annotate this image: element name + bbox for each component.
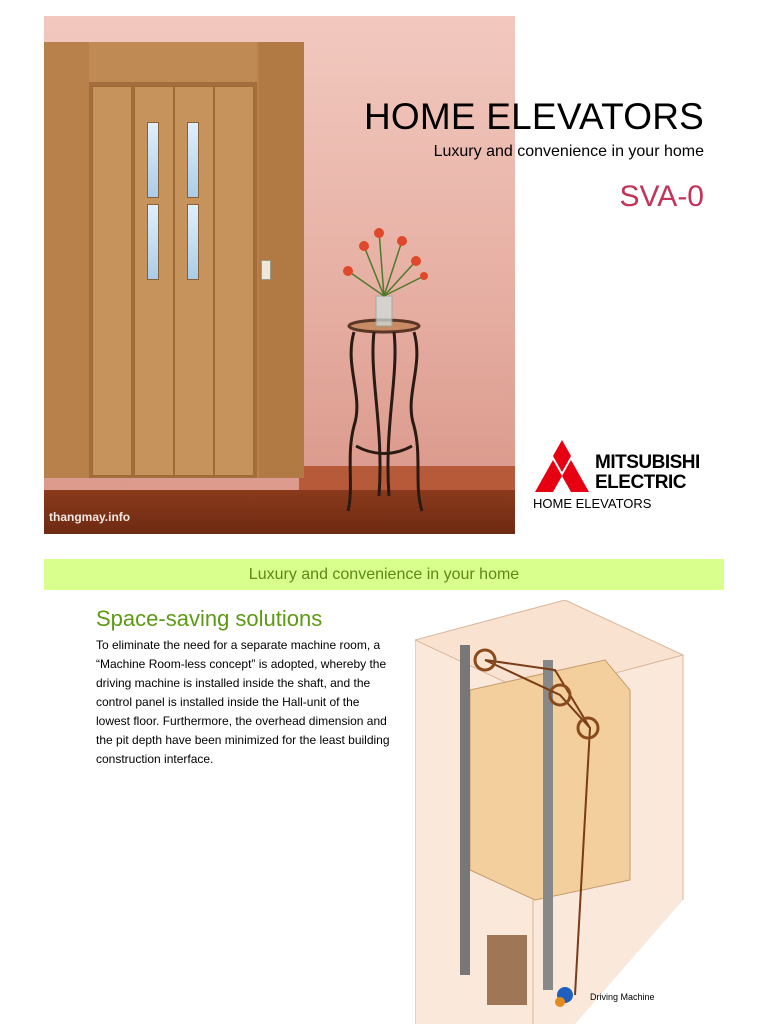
elevator-header — [89, 42, 257, 82]
three-diamonds-icon — [533, 440, 591, 492]
door-window — [187, 204, 199, 280]
door-window — [147, 122, 159, 198]
logo-word-electric: ELECTRIC — [595, 472, 686, 493]
driving-machine-label: Driving Machine — [590, 992, 655, 1002]
page-title: HOME ELEVATORS — [364, 96, 704, 137]
tagline-banner — [44, 559, 724, 590]
page-subtitle: Luxury and convenience in your home — [433, 143, 704, 160]
section-body: To eliminate the need for a separate machine room, a “Machine Room-less concept” is adopted, whereby the driving machine is installed inside the shaft, and the control panel is installed inside the Hall-unit of the lowest floor. Furthermore, the overhead dimension and the pit depth have been minimized for the least building construction interface. — [96, 638, 390, 766]
hero-photo — [44, 16, 515, 534]
watermark: thangmay.info — [49, 510, 131, 524]
door-panel — [92, 86, 132, 476]
call-button — [261, 260, 271, 280]
banner-text: Luxury and convenience in your home — [248, 565, 520, 583]
section-heading: Space-saving solutions — [96, 606, 323, 631]
mitsubishi-logo — [533, 440, 713, 514]
door-window — [147, 204, 159, 280]
door-window — [187, 122, 199, 198]
model-name: SVA-0 — [619, 180, 704, 213]
elevator-shaft-diagram — [415, 600, 690, 1024]
logo-word-home-elevators: HOME ELEVATORS — [533, 496, 652, 511]
door-panel — [214, 86, 254, 476]
flower-stand-illustration — [324, 226, 454, 526]
logo-word-mitsubishi: MITSUBISHI — [595, 452, 700, 473]
